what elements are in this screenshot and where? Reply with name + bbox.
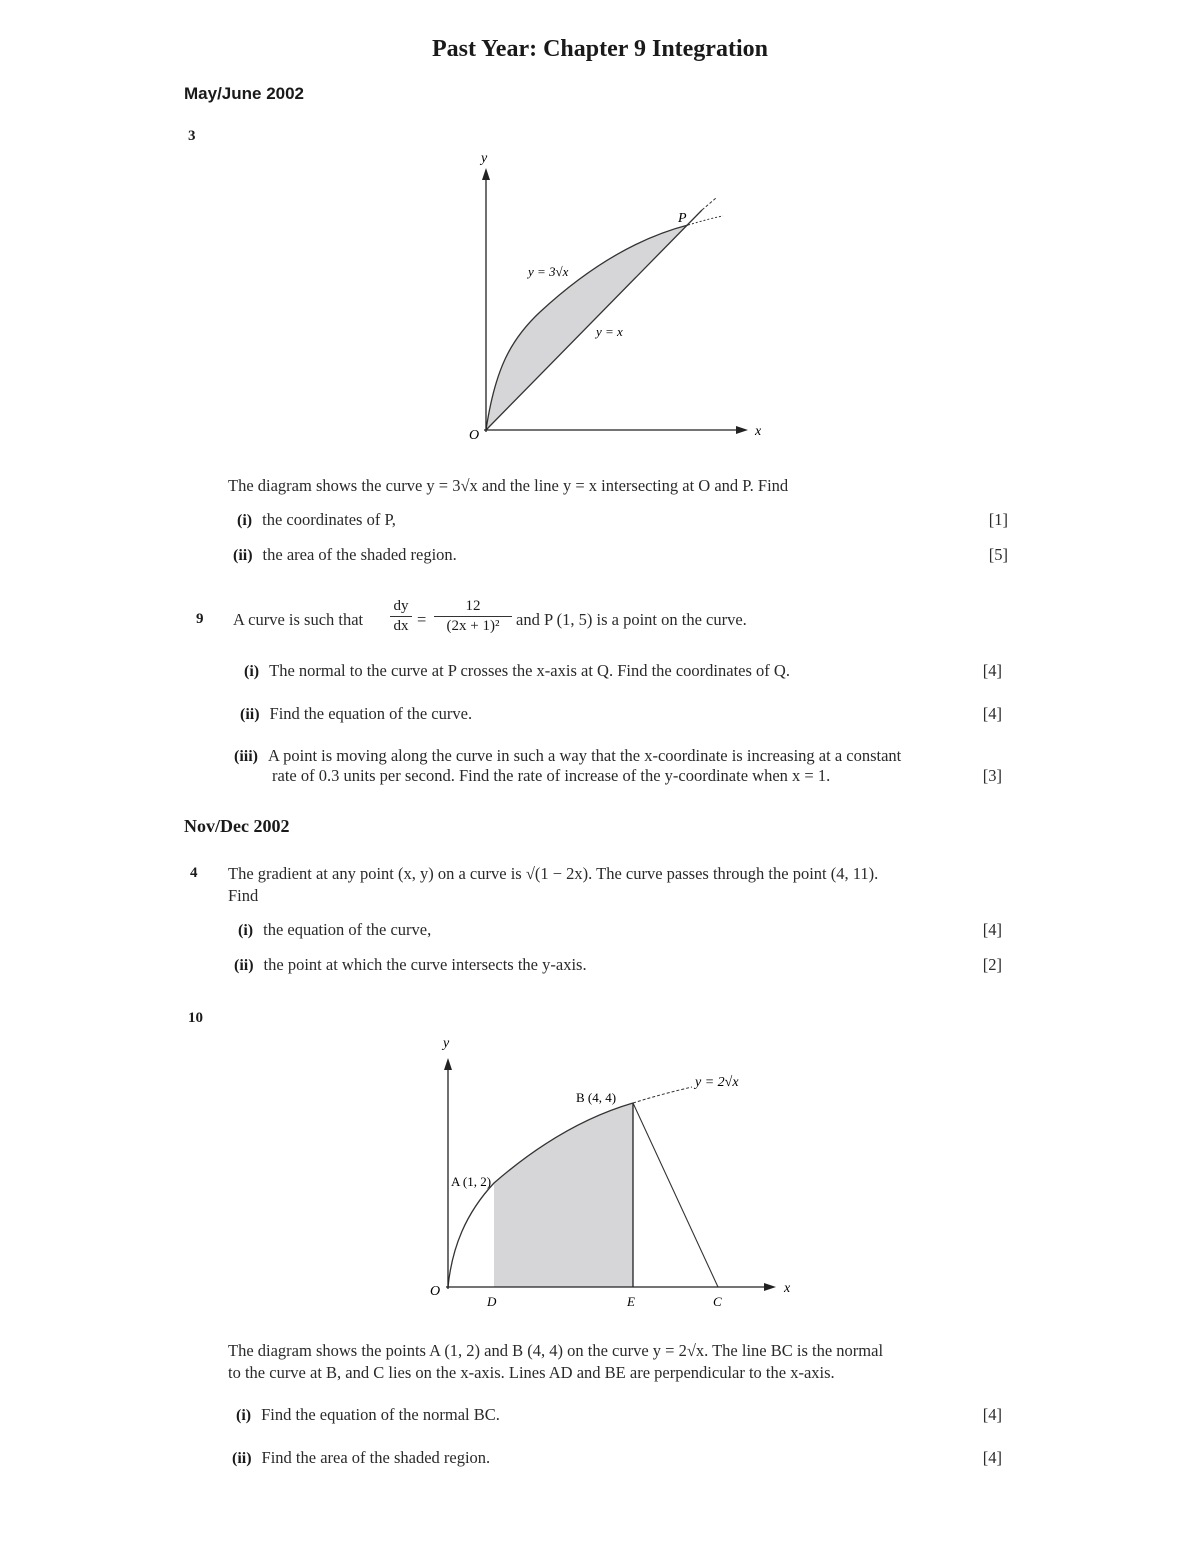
q9-stem-post: and P (1, 5) is a point on the curve. xyxy=(516,610,747,629)
q10-axis-x-label: x xyxy=(784,1281,791,1296)
q9-part-iii-marks: [3] xyxy=(982,766,1002,785)
q3-axis-x-label: x xyxy=(755,424,762,439)
q9-part-iii-line2: rate of 0.3 units per second. Find the rate of increase of the y-coordinate when x = 1. xyxy=(272,766,831,785)
q9-stem-pre: A curve is such that xyxy=(233,610,364,629)
section-heading-nov-dec-2002: Nov/Dec 2002 xyxy=(184,816,290,836)
q9-part-i: (i) The normal to the curve at P crosses the x-axis at Q. Find the coordinates of Q. xyxy=(244,661,790,680)
section-heading-may-june-2002: May/June 2002 xyxy=(184,84,305,103)
q9-derivative: dy dx xyxy=(390,598,412,635)
q3-origin-label: O xyxy=(469,428,480,443)
sqrt-symbol: √ xyxy=(460,476,470,495)
q9-part-ii: (ii) Find the equation of the curve. xyxy=(240,704,473,723)
q9-equals: = xyxy=(417,610,427,629)
q3-part-i: (i) the coordinates of P, xyxy=(237,510,396,529)
q3-axis-y-label: y xyxy=(481,151,488,166)
q4-stem-line1: The gradient at any point (x, y) on a curve is √(1 − 2x). The curve passes through the point (4, 11). xyxy=(228,864,879,883)
q10-x-axis-arrow xyxy=(764,1283,776,1291)
question-number-9: 9 xyxy=(196,611,204,627)
q9-part-iii: (iii) A point is moving along the curve in such a way that the x-coordinate is increasing at a constant xyxy=(234,746,902,765)
q3-part-ii: (ii) the area of the shaded region. xyxy=(233,545,457,564)
q3-y-axis-arrow xyxy=(482,168,490,180)
q10-point-b-label: B (4, 4) xyxy=(576,1090,617,1105)
q10-label-c: C xyxy=(713,1294,722,1309)
q3-x-axis-arrow xyxy=(736,426,748,434)
q3-stem: The diagram shows the curve y = 3√x and the line y = x intersecting at O and P. Find xyxy=(228,476,789,495)
q3-point-p-label: P xyxy=(678,211,687,226)
q4-part-i-marks: [4] xyxy=(982,920,1002,939)
q10-part-ii-marks: [4] xyxy=(982,1448,1002,1467)
q10-shaded-region xyxy=(494,1103,633,1287)
q10-point-a-label: A (1, 2) xyxy=(451,1174,492,1189)
q4-part-i: (i) the equation of the curve, xyxy=(238,920,432,939)
q10-line-bc xyxy=(633,1103,718,1287)
q10-stem-line1: The diagram shows the points A (1, 2) and B (4, 4) on the curve y = 2√x. The line BC is the normal xyxy=(228,1341,884,1360)
q10-label-e: E xyxy=(627,1294,635,1309)
q9-part-i-marks: [4] xyxy=(982,661,1002,680)
q10-axis-y-label: y xyxy=(443,1036,450,1051)
question-number-4: 4 xyxy=(190,865,198,881)
q10-part-i: (i) Find the equation of the normal BC. xyxy=(236,1405,500,1424)
q4-part-ii: (ii) the point at which the curve intersects the y-axis. xyxy=(234,955,587,974)
q3-line-extension xyxy=(702,198,716,210)
q9-part-ii-marks: [4] xyxy=(982,704,1002,723)
q3-diagram xyxy=(440,140,780,450)
q3-curve-extension xyxy=(688,216,723,225)
q10-diagram xyxy=(400,1025,820,1320)
q3-curve-label: y = 3√x xyxy=(528,264,569,279)
q10-origin-label: O xyxy=(430,1284,441,1299)
q3-line-label: y = x xyxy=(596,324,623,339)
q4-part-ii-marks: [2] xyxy=(982,955,1002,974)
q10-label-d: D xyxy=(487,1294,497,1309)
q10-part-i-marks: [4] xyxy=(982,1405,1002,1424)
q3-part-ii-marks: [5] xyxy=(988,545,1008,564)
q10-curve-label: y = 2√x xyxy=(695,1075,739,1090)
q3-part-i-marks: [1] xyxy=(988,510,1008,529)
q9-rhs-fraction: 12 (2x + 1)² xyxy=(434,598,512,635)
q3-line xyxy=(486,210,702,430)
q10-stem-line2: to the curve at B, and C lies on the x-axis. Lines AD and BE are perpendicular to the x-axis. xyxy=(228,1363,835,1382)
page-title: Past Year: Chapter 9 Integration xyxy=(432,36,768,62)
question-number-10: 10 xyxy=(188,1010,203,1026)
q10-curve-extension xyxy=(633,1087,692,1103)
question-number-3: 3 xyxy=(188,128,196,144)
q10-part-ii: (ii) Find the area of the shaded region. xyxy=(232,1448,491,1467)
q4-stem-line2: Find xyxy=(228,886,259,905)
q10-y-axis-arrow xyxy=(444,1058,452,1070)
